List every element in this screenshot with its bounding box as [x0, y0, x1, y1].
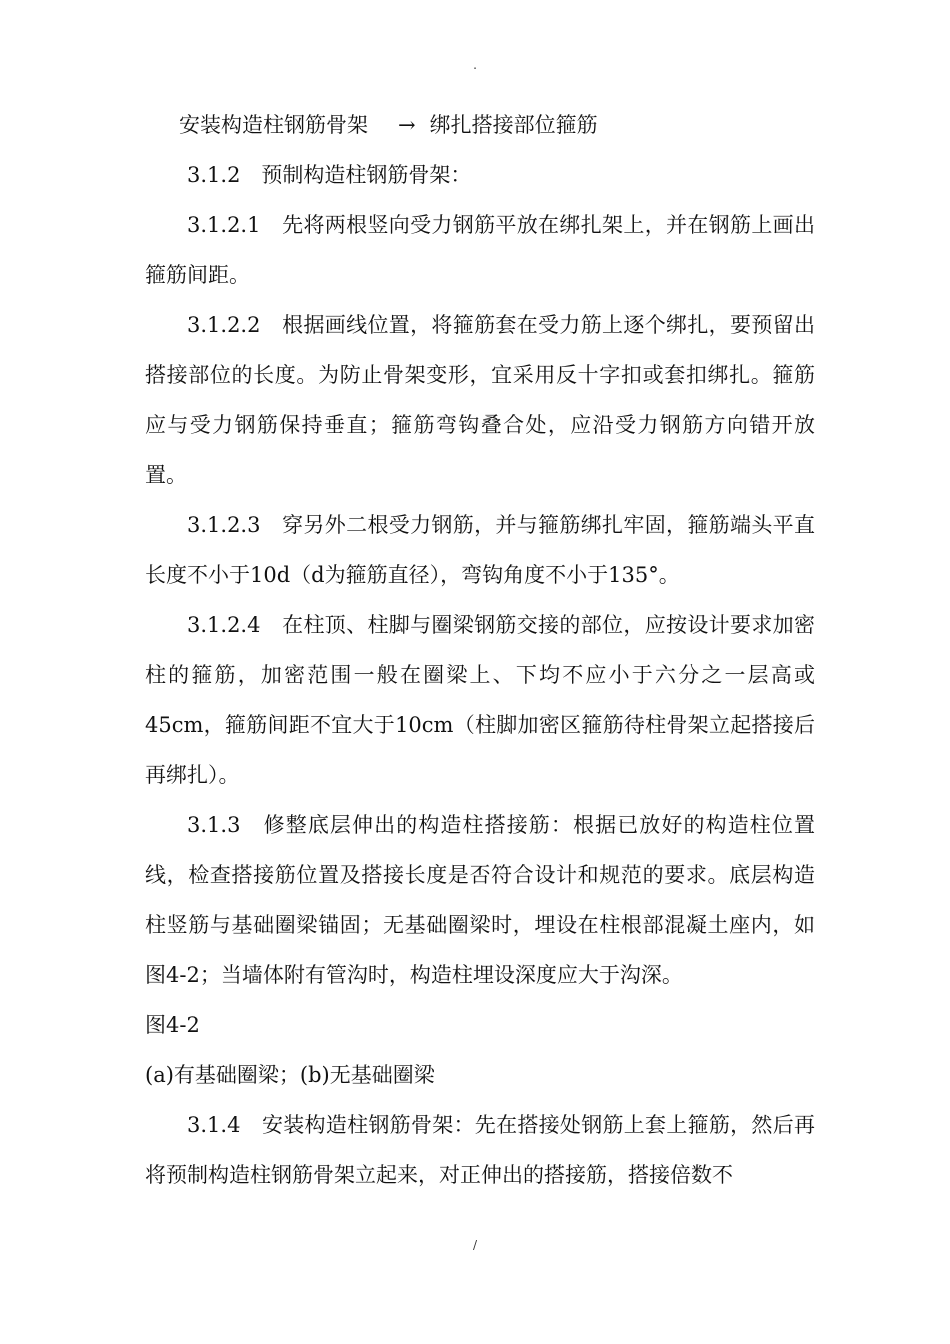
paragraph-3-1-4: 3.1.4 安装构造柱钢筋骨架：先在搭接处钢筋上套上箍筋，然后再将预制构造柱钢筋骨架立起来，对正伸出的搭接筋，搭接倍数不	[145, 1113, 815, 1187]
paragraph-3-1-2-3: 3.1.2.3 穿另外二根受力钢筋，并与箍筋绑扎牢固，箍筋端头平直长度不小于10d（d为箍筋直径），弯钩角度不小于135°。	[145, 513, 815, 587]
paragraph-3-1-3: 3.1.3 修整底层伸出的构造柱搭接筋：根据已放好的构造柱位置线，检查搭接筋位置及搭接长度是否符合设计和规范的要求。底层构造柱竖筋与基础圈梁锚固；无基础圈梁时，埋设在柱根部混凝土座内，如图4-2；当墙体附有管沟时，构造柱埋设深度应大于沟深。	[145, 813, 815, 987]
page-bottom-marker: /	[472, 1238, 478, 1252]
page-top-marker: .	[473, 58, 477, 72]
right-arrow-icon: →	[398, 113, 416, 137]
flow-step-to: 绑扎搭接部位箍筋	[429, 113, 598, 137]
paragraph-3-1-2-1: 3.1.2.1 先将两根竖向受力钢筋平放在绑扎架上，并在钢筋上画出箍筋间距。	[145, 213, 815, 287]
figure-label: 图4-2	[145, 1013, 200, 1037]
document-body	[145, 100, 815, 1200]
process-flow-line	[145, 100, 815, 150]
paragraph-3-1-2-2: 3.1.2.2 根据画线位置，将箍筋套在受力筋上逐个绑扎，要预留出搭接部位的长度。为防止骨架变形，宜采用反十字扣或套扣绑扎。箍筋应与受力钢筋保持垂直；箍筋弯钩叠合处，应沿受力钢筋方向错开放置。	[145, 313, 815, 487]
section-3-1-2-heading: 3.1.2 预制构造柱钢筋骨架：	[187, 163, 472, 187]
figure-caption: (a)有基础圈梁；(b)无基础圈梁	[145, 1063, 435, 1087]
paragraph-3-1-2-4: 3.1.2.4 在柱顶、柱脚与圈梁钢筋交接的部位，应按设计要求加密柱的箍筋，加密范围一般在圈梁上、下均不应小于六分之一层高或45cm，箍筋间距不宜大于10cm（柱脚加密区箍筋待柱骨架立起搭接后再绑扎）。	[145, 613, 815, 787]
flow-step-from: 安装构造柱钢筋骨架	[179, 113, 368, 137]
